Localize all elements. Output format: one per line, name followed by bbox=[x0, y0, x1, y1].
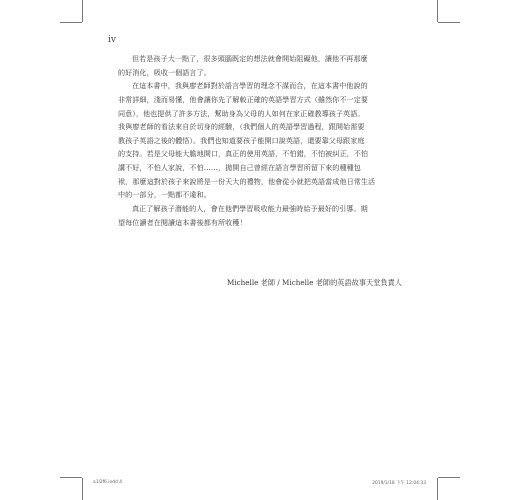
text-line: 的支持。若是父母能大膽地開口，真正的使用英語，不怕錯，不怕被糾正，不怕 bbox=[118, 149, 369, 159]
crop-mark-bottom-right bbox=[437, 478, 438, 500]
text-line: 袱，那麼這對於孩子來說將是一份天大的禮物，他會從小就把英語當成他日常生活 bbox=[118, 176, 376, 186]
body-text bbox=[118, 52, 418, 229]
paragraph-3 bbox=[118, 202, 418, 229]
text-line: 但若是孩子大一點了，很多頭腦既定的想法就會開始阻礙他，讓他不再那麼 bbox=[132, 54, 368, 63]
text-line: 在這本書中，我與廖老師對於語言學習的理念不謀而合，在這本書中他說的 bbox=[132, 81, 368, 91]
text-line: 教孩子英語之後的體悟）。我們也知道要孩子能開口說英語，還要靠父母跟家庭 bbox=[118, 135, 365, 145]
slug-file-name: a1l2f6.indd 4 bbox=[93, 480, 122, 485]
paragraph-1 bbox=[118, 52, 418, 79]
crop-mark-top-right bbox=[437, 0, 438, 22]
text-line: 我與廖老師的看法來自於切身的經驗，（我們個人的英語學習過程，跟開始需要 bbox=[118, 122, 365, 132]
text-line: 非常詳細，淺而易懂，他會讓你先了解較正確的英語學習方式（雖然你不一定要 bbox=[118, 94, 369, 104]
crop-mark-bottom-left-h bbox=[60, 477, 82, 478]
author-signature: Michelle 老師 / Michelle 老師的英語故事天堂負責人 bbox=[226, 278, 402, 287]
slug-timestamp: 2019/1/18 下午 12:04:33 bbox=[372, 481, 426, 486]
text-line: 中的一部分，一點都不違和。 bbox=[118, 190, 211, 200]
text-line: 同意），他也提供了許多方法，幫助身為父母的人如何在家正確教導孩子英語。 bbox=[118, 108, 365, 118]
crop-mark-top-right-h bbox=[438, 22, 460, 23]
paragraph-2 bbox=[118, 79, 418, 201]
crop-mark-top-left bbox=[82, 0, 83, 22]
text-line: 的好消化，吸收一個語言了。 bbox=[118, 67, 211, 77]
crop-mark-bottom-left bbox=[82, 478, 83, 500]
crop-mark-bottom-right-h bbox=[438, 477, 460, 478]
text-line: 講不好，不怕人家說，不怕……，拋開自己曾經在語言學習所留下來的種種包 bbox=[118, 162, 361, 172]
page-number: iv bbox=[108, 35, 116, 45]
text-line: 真正了解孩子潛能的人，會在他們學習吸收能力最強時給予最好的引導。期 bbox=[132, 203, 368, 213]
crop-mark-top-left-h bbox=[60, 22, 82, 23]
text-line: 望每位讀者在閱讀這本書後都有所收穫！ bbox=[118, 217, 247, 227]
